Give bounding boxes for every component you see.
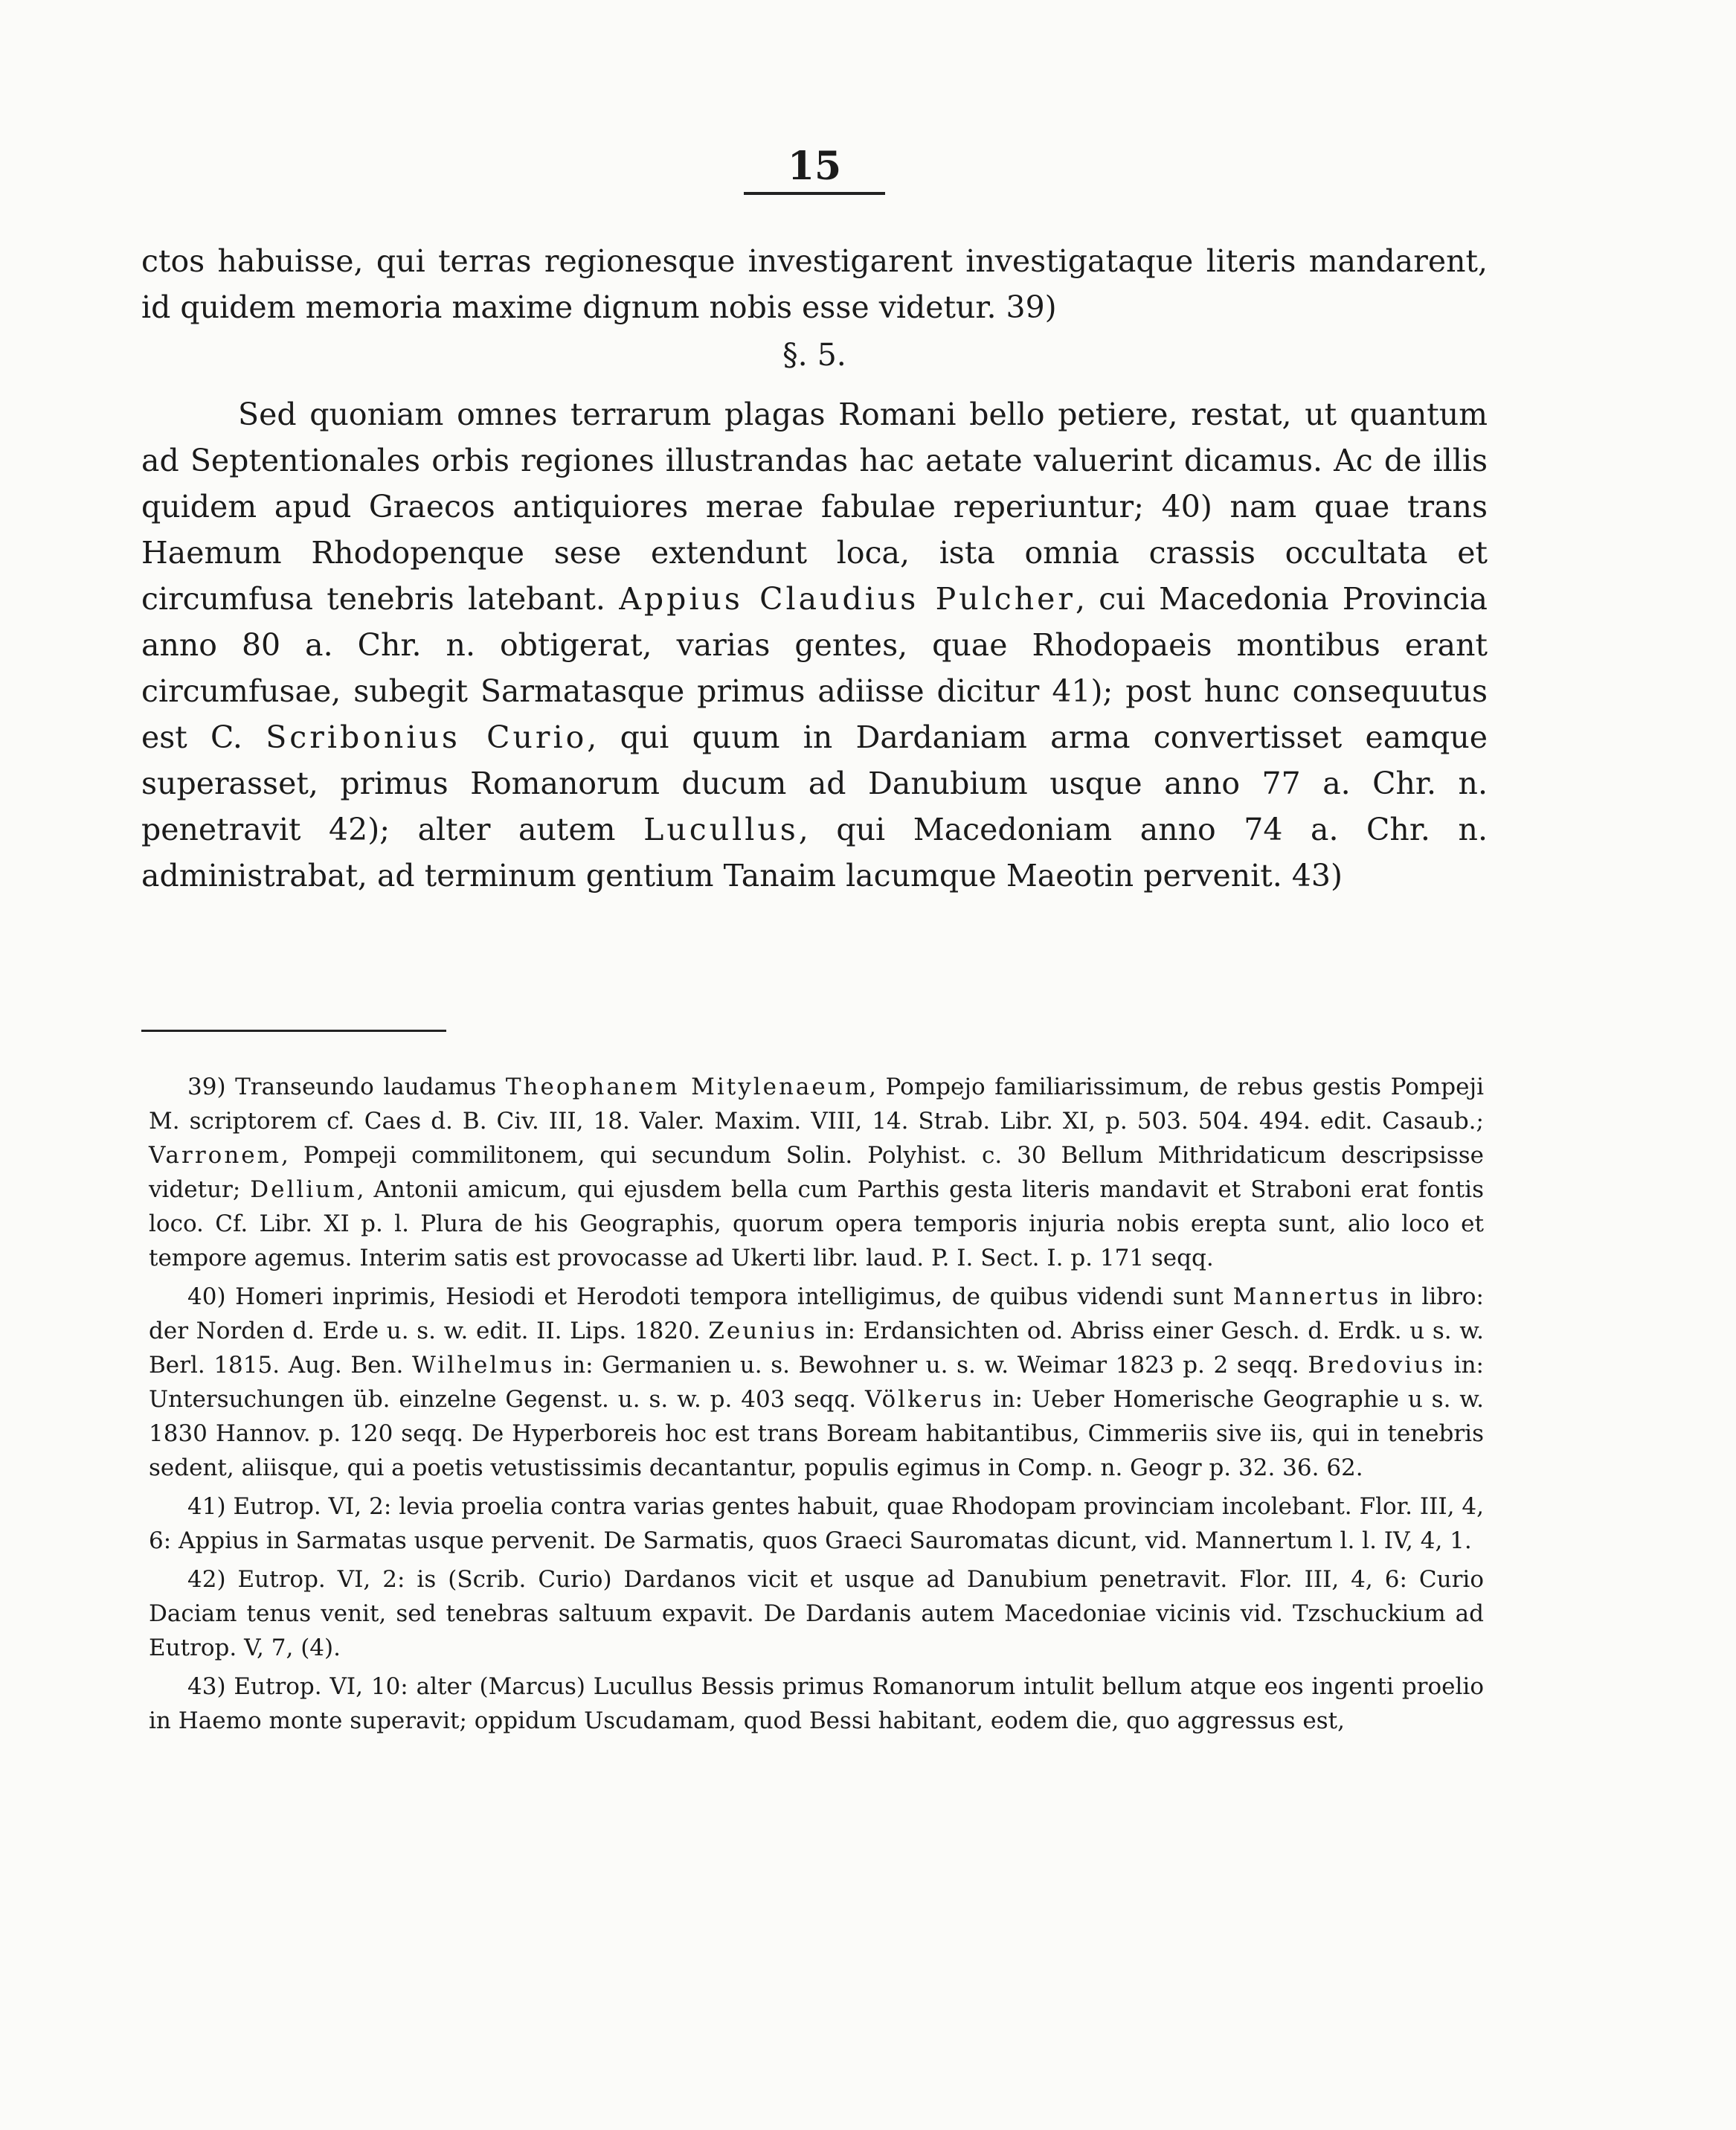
footnote-40 [149,1280,1484,1485]
text-run: in: Untersuchungen üb. einzelne Gegenst. u. s. w. p. 403 seqq. [149,1352,1484,1413]
text-run: in: Germanien u. s. Bewohner u. s. w. Weimar 1823 p. 2 seqq. [563,1352,1299,1379]
text-run: , qui quum in Dardaniam arma convertisset eamque superasset, primus Romanorum ducum ad Danubium usque anno 77 a. Chr. n. penetravit 42); alter autem [141,719,1488,847]
text-run: in: Ueber Homerische Geographie u s. w. 1830 Hannov. p. 120 seqq. De Hyperboreis hoc est trans Boream habitantibus, Cimmeriis sive iis, qui in tenebris sedent, aliisque, qui a poetis vetustissimis decantantur, populis egimus in Comp. n. Geogr p. 32. 36. 62. [149,1386,1485,1481]
person-name: Scribonius Curio [266,719,588,755]
footnote-41: 41) Eutrop. VI, 2: levia proelia contra varias gentes habuit, quae Rhodopam provinciam incolebant. Flor. III, 4, 6: Appius in Sarmatas usque pervenit. De Sarmatis, quos Graeci Sauromatas dicunt, vid. Mannertum l. l. IV, 4, 1. [149,1493,1484,1554]
footnote-42: 42) Eutrop. VI, 2: is (Scrib. Curio) Dardanos vicit et usque ad Danubium penetravit. Flor. III, 4, 6: Curio Daciam tenus venit, sed tenebras saltuum expavit. De Dardanis autem Macedoniae vicinis vid. Tzschuckium ad Eutrop. V, 7, (4). [149,1566,1484,1661]
text-run: 40) Homeri inprimis, Hesiodi et Herodoti tempora intelligimus, de quibus videndi sunt [187,1283,1224,1310]
person-name: Wilhelmus [411,1352,555,1379]
person-name: Appius Claudius Pulcher [619,581,1076,617]
text-run: , Antonii amicum, qui ejusdem bella cum Parthis gesta literis mandavit et Straboni erat fontis loco. Cf. Libr. XI p. l. Plura de his Geographis, quorum opera temporis injuria nobis erepta sunt, alio loco et tempore agemus. Interim satis est provocasse ad Ukerti libr. laud. P. I. Sect. I. p. 171 seqq. [149,1176,1484,1271]
text-run: , Pompejo familiarissimum, de rebus gestis Pompeji M. scriptorem cf. Caes d. B. Civ. III, 18. Valer. Maxim. VIII, 14. Strab. Libr. XI, p. 503. 504. 494. edit. Casaub.; [149,1074,1485,1135]
paragraph-section-5 [141,391,1488,899]
main-text [141,238,1488,899]
person-name: Zeunius [708,1318,817,1344]
person-name: Dellium [250,1176,357,1203]
footnote-separator [141,1030,446,1032]
person-name: Theophanem Mitylenaeum [505,1074,869,1100]
text-run: Sed quoniam omnes terrarum plagas Romani bello petiere, restat, ut quantum ad Septentionales orbis regiones illustrandas hac aetate valuerint dicamus. Ac de illis quidem apud Graecos antiquiores merae fabulae reperiuntur; 40) nam quae trans Haemum Rhodopenque sese extendunt loca, ista omnia crassis occultata et circumfusa tenebris latebant. [141,397,1488,617]
person-name: Varronem [149,1142,282,1169]
text-run: , qui Macedoniam anno 74 a. Chr. n. administrabat, ad terminum gentium Tanaim lacumque Maeotin pervenit. 43) [141,812,1488,894]
text-run: 39) Transeundo laudamus [187,1074,497,1100]
person-name: Mannertus [1232,1283,1381,1310]
section-heading: §. 5. [782,337,846,373]
footnotes [149,1070,1484,1742]
text-run: , cui Macedonia Provincia anno 80 a. Chr. n. obtigerat, varias gentes, quae Rhodopaeis montibus erant circumfusae, subegit Sarmatasque primus adiisse dicitur 41); post hunc consequutus est C. [141,581,1488,755]
text-run: , Pompeji commilitonem, qui secundum Solin. Polyhist. c. 30 Bellum Mithridaticum descripsisse videtur; [149,1142,1484,1203]
person-name: Lucullus [643,812,799,847]
text-run: in libro: der Norden d. Erde u. s. w. edit. II. Lips. 1820. [149,1283,1485,1344]
person-name: Bredovius [1308,1352,1446,1379]
person-name: Völkerus [864,1386,984,1413]
paragraph-continuation: ctos habuisse, qui terras regionesque investigarent investigataque literis mandarent, id quidem memoria maxime dignum nobis esse videtur. 39) [141,243,1488,325]
page-number: 15 [744,145,885,195]
footnote-43: 43) Eutrop. VI, 10: alter (Marcus) Lucullus Bessis primus Romanorum intulit bellum atque eos ingenti proelio in Haemo monte superavit; oppidum Uscudamam, quod Bessi habitant, eodem die, quo aggressus est, [149,1673,1484,1734]
footnote-39 [149,1070,1484,1275]
text-run: in: Erdansichten od. Abriss einer Gesch. d. Erdk. u s. w. Berl. 1815. Aug. Ben. [149,1318,1485,1379]
